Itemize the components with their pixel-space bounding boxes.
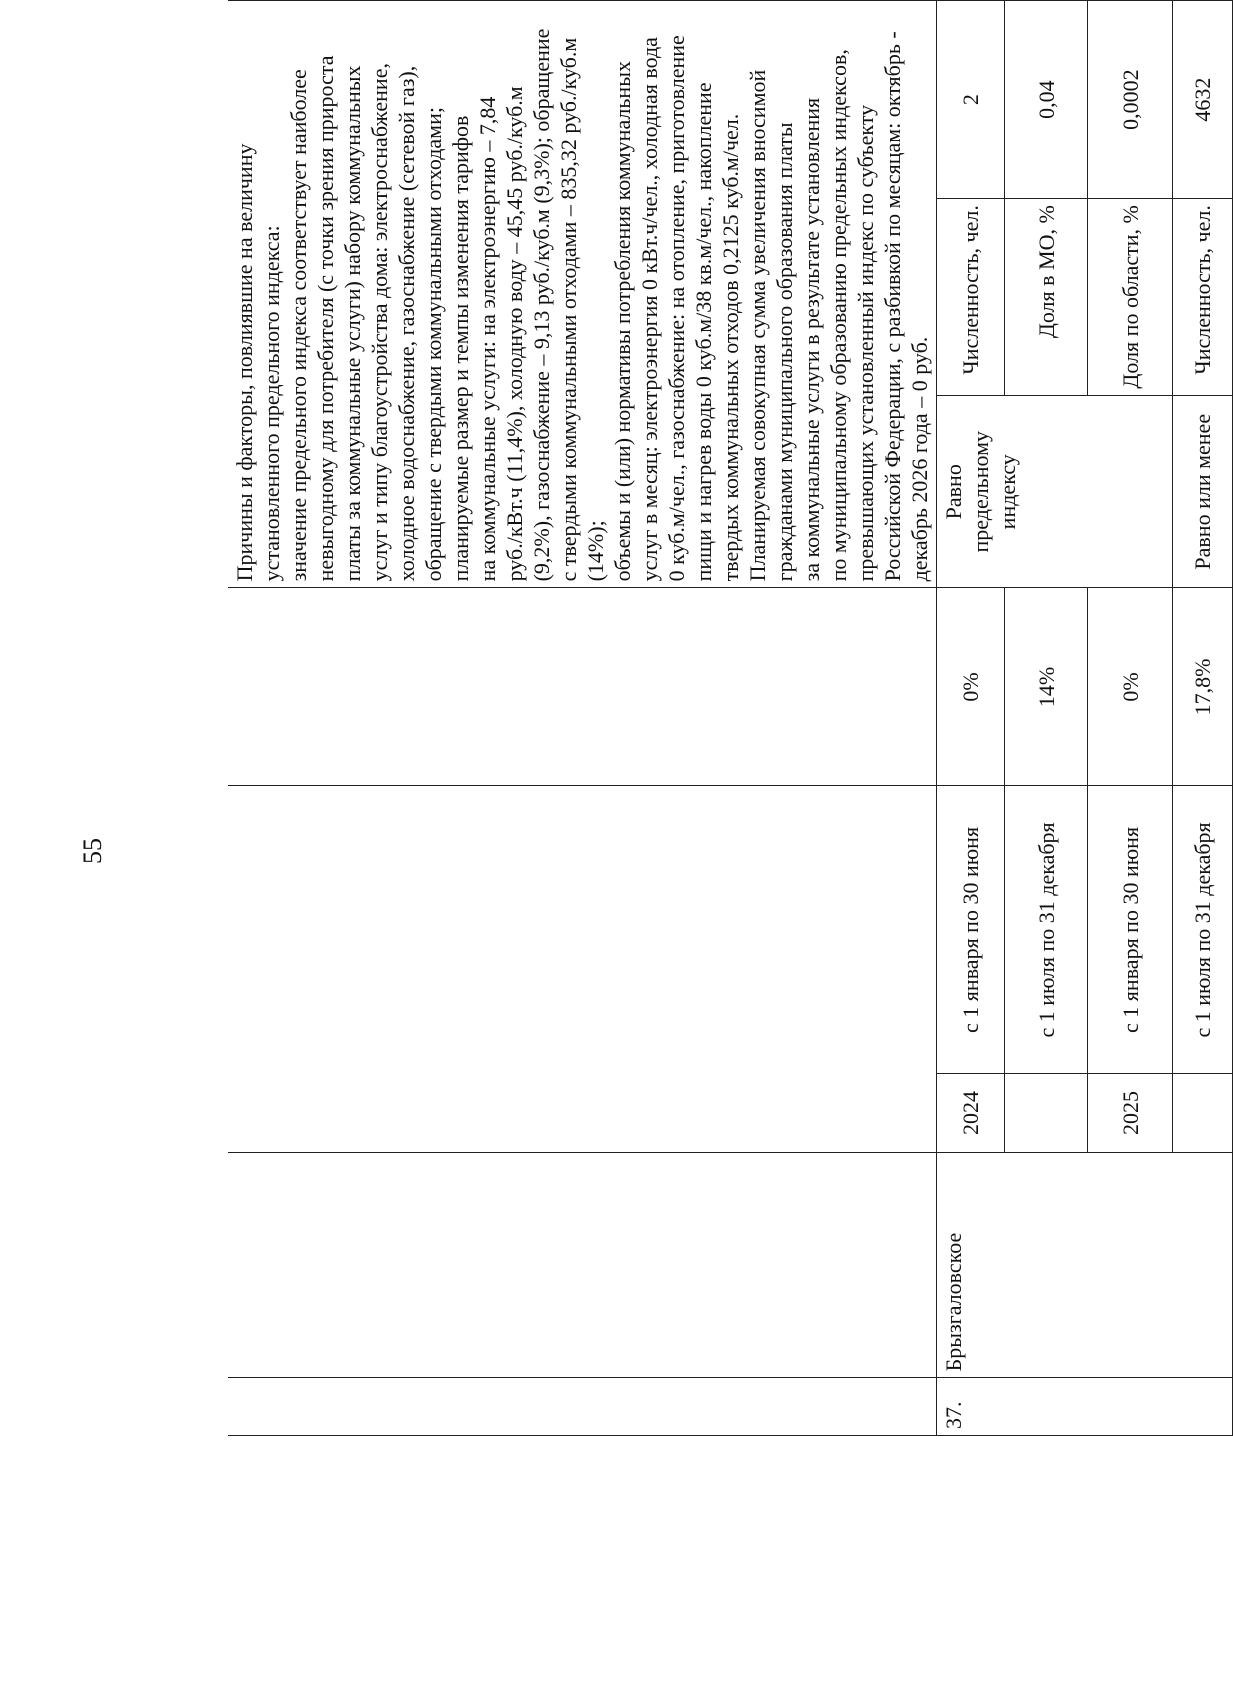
desc-line: планируемые размер и темпы изменения тарифов <box>448 115 473 582</box>
metric-value: 0,0002 <box>1088 1 1173 199</box>
desc-line: пищи и нагрев воды 0 куб.м/38 кв.м/чел., накопление <box>691 82 716 582</box>
group-label: Равно или менее <box>1173 396 1233 588</box>
desc-line: услуг в месяц: электроэнергия 0 кВт.ч/чел., холодная вода <box>637 37 662 582</box>
desc-line: Российской Федерации, с разбивкой по месяцам: октябрь - <box>880 31 905 582</box>
desc-line: декабрь 2026 года – 0 руб. <box>907 336 932 582</box>
row-number: 37. <box>937 1378 1233 1436</box>
desc-line: с твердыми коммунальными отходами – 835,32 руб./куб.м <box>556 37 581 582</box>
metric-value: 0,04 <box>1005 1 1088 199</box>
period-cell: с 1 января по 30 июня <box>937 786 1005 1074</box>
percent-cell: 17,8% <box>1173 588 1233 786</box>
prev-row-description <box>228 1 937 588</box>
desc-line: невыгодному для потребителя (с точки зрения прироста <box>313 55 338 582</box>
desc-line: установленного предельного индекса: <box>259 225 284 582</box>
data-table <box>228 0 1233 1436</box>
percent-cell: 0% <box>1088 588 1173 786</box>
metric-label: Численность, чел. <box>1173 199 1233 396</box>
metric-value: 2 <box>937 1 1005 199</box>
period-cell: с 1 июля по 31 декабря <box>1005 786 1088 1074</box>
percent-cell: 14% <box>1005 588 1088 786</box>
table-row <box>937 1 1005 1436</box>
municipality-name: Брызгаловское <box>937 1152 1233 1378</box>
desc-line: значение предельного индекса соответствует наиболее <box>286 69 311 582</box>
desc-line: 0 куб.м/чел., газоснабжение: на отопление, приготовление <box>664 35 689 582</box>
year-cell <box>1005 1074 1088 1152</box>
year-cell: 2024 <box>937 1074 1005 1152</box>
metric-label: Численность, чел. <box>937 199 1005 396</box>
desc-line: Причины и факторы, повлиявшие на величину <box>232 143 257 582</box>
prev-row-percent-cell <box>228 588 937 786</box>
year-cell <box>1173 1074 1233 1152</box>
prev-row-name-cell <box>228 1152 937 1378</box>
desc-line: твердых коммунальных отходов 0,2125 куб.м/чел. <box>718 113 743 582</box>
desc-line: гражданами муниципального образования платы <box>772 122 797 582</box>
group-label: Равно предельному индексу <box>937 396 1173 588</box>
desc-line: объемы и (или) нормативы потребления коммунальных <box>610 61 635 582</box>
desc-line: Планируемая совокупная сумма увеличения вносимой <box>745 69 770 582</box>
prev-row <box>228 1 937 1436</box>
percent-cell: 0% <box>937 588 1005 786</box>
prev-row-period-cell <box>228 786 937 1152</box>
rotated-table-sheet <box>228 0 1228 1436</box>
desc-line: платы за коммунальные услуги) набору коммунальных <box>340 65 365 582</box>
desc-line: обращение с твердыми коммунальными отходами; <box>421 107 446 582</box>
desc-line: услуг и типу благоустройства дома: электроснабжение, <box>367 63 392 582</box>
desc-line: руб./кВт.ч (11,4%), холодную воду – 45,45 руб./куб.м <box>502 86 527 582</box>
period-cell: с 1 июля по 31 декабря <box>1173 786 1233 1074</box>
desc-line: за коммунальные услуги в результате установления <box>799 97 824 582</box>
desc-line: превышающих установленный индекс по субъекту <box>853 104 878 582</box>
period-cell: с 1 января по 30 июня <box>1088 786 1173 1074</box>
year-cell: 2025 <box>1088 1074 1173 1152</box>
prev-row-number-cell <box>228 1378 937 1436</box>
metric-label: Доля в МО, % <box>1005 199 1088 396</box>
metric-label: Доля по области, % <box>1088 199 1173 396</box>
desc-line: на коммунальные услуги: на электроэнергию – 7,84 <box>475 96 500 582</box>
page-number: 55 <box>78 838 107 864</box>
metric-value: 4632 <box>1173 1 1233 199</box>
desc-line: по муниципальному образованию предельных индексов, <box>826 49 851 582</box>
desc-line: (9,2%), газоснабжение – 9,13 руб./куб.м (9,3%); обращение <box>529 28 554 582</box>
desc-line: (14%); <box>583 520 608 582</box>
desc-line: холодное водоснабжение, газоснабжение (сетевой газ), <box>394 65 419 582</box>
